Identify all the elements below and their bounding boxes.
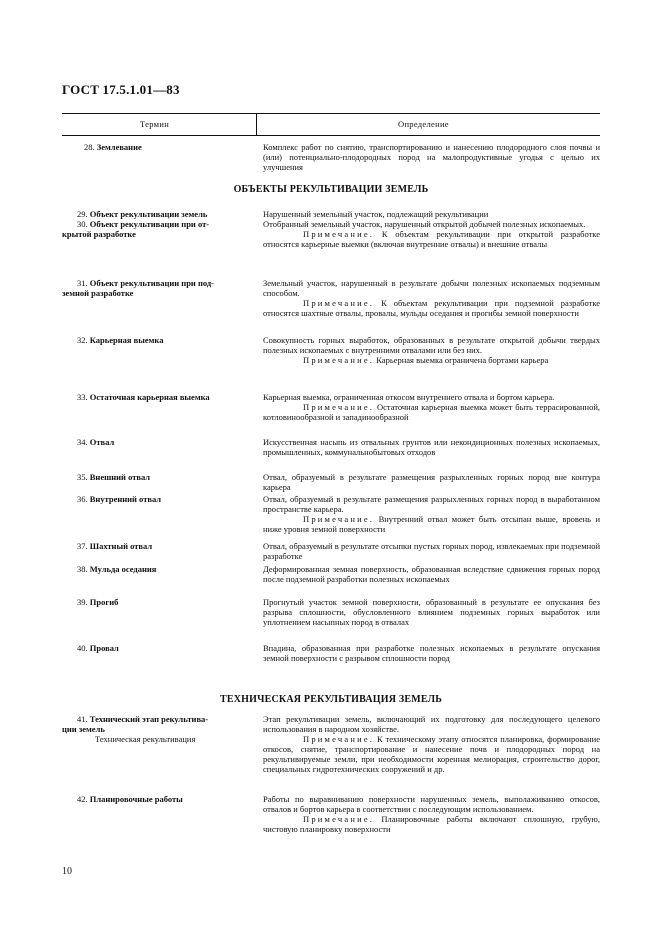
term-29: 29. Объект рекультивации земель [77, 209, 208, 219]
table-column-divider [256, 113, 257, 135]
column-header-definition: Определение [398, 119, 449, 129]
definition-33: Карьерная выемка, ограниченная откосом внутреннего отвала и бортом карьера. Примечание. Остаточная карьерная выемка может быть террасированной, котловинообразной и западинообразной [263, 392, 601, 422]
definition-42: Работы по выравниванию поверхности нарушенных земель, выполаживанию откосов, отвалов и бортов карьера в соответствии с последующим использованием. Примечание. Планировочные работы включают сплошную, грубую, чистовую планировку поверхности [263, 794, 600, 834]
term-33: 33. Остаточная карьерная выемка [77, 392, 210, 402]
section-heading-technical: ТЕХНИЧЕСКАЯ РЕКУЛЬТИВАЦИЯ ЗЕМЕЛЬ [219, 694, 443, 705]
page-number: 10 [62, 866, 72, 877]
definition-30: Отобранный земельный участок, нарушенный открытой добычей полезных ископаемых. Примечание. К объектам рекультивации при открытой разработке относятся карьерные выемки (включая внутренние отвалы) и внешние отвалы [263, 219, 600, 249]
term-41: 41. Технический этап рекультива- ции земель Техническая рекультивация [62, 714, 252, 744]
term-35: 35. Внешний отвал [77, 472, 151, 482]
definition-36: Отвал, образуемый в результате размещения разрыхленных горных пород в выработанном пространстве карьера. Примечание. Внутренний отвал может быть отсыпан выше, вровень и ниже уровня земной поверхности [263, 494, 601, 534]
definition-32: Совокупность горных выработок, образованных в результате открытой добычи твердых полезных ископаемых с внутренними отвалами или без них. Примечание. Карьерная выемка ограничена бортами карьера [263, 335, 600, 365]
term-38: 38. Мульда оседания [77, 564, 157, 574]
term-36: 36. Внутренний отвал [77, 494, 162, 504]
term-34: 34. Отвал [77, 437, 115, 447]
definition-29: Нарушенный земельный участок, подлежащий рекультивации [263, 209, 489, 219]
term-32: 32. Карьерная выемка [77, 335, 164, 345]
term-31: 31. Объект рекультивации при под- земной разработке [62, 278, 214, 298]
term-28: 28. Землевание [84, 142, 142, 152]
definition-28: Комплекс работ по снятию, транспортированию и нанесению плодородного слоя почвы и (или) потенциально-плодородных пород на малопродуктивные угодья с целью их улучшения [263, 142, 600, 172]
section-heading-objects: ОБЪЕКТЫ РЕКУЛЬТИВАЦИИ ЗЕМЕЛЬ [233, 184, 429, 195]
definition-41: Этап рекультивации земель, включающий их подготовку для последующего целевого использования в народном хозяйстве. Примечание. К техническому этапу относятся планировка, формирование откосов, снятие, транспортирование и нанесение почв и плодородных пород на рекультивируемые земли, при необходимости коренная мелиорация, строительство дорог, специальных гидротехнических сооружений и др. [263, 714, 600, 774]
table-top-rule [62, 113, 600, 114]
definition-38: Деформированная земная поверхность, образованная вследствие сдвижения горных пород после подземной разработки полезных ископаемых [263, 564, 600, 584]
definition-40: Впадина, образованная при разработке полезных ископаемых в результате опускания земной поверхности с разрывом сплошности пород [263, 643, 600, 663]
term-41-synonym: Техническая рекультивация [95, 734, 196, 744]
term-42: 42. Планировочные работы [77, 794, 183, 804]
term-39: 39. Прогиб [77, 597, 119, 607]
term-37: 37. Шахтный отвал [77, 541, 153, 551]
definition-35: Отвал, образуемый в результате размещения разрыхленных горных пород вне контура карьера [263, 472, 600, 492]
table-header-rule [62, 135, 600, 136]
definition-39: Прогнутый участок земной поверхности, образованный в результате ее опускания без разрыва сплошности, обусловленного влиянием подземных горных выработок или уплотнением насыпных пород в отвалах [263, 597, 600, 627]
definition-37: Отвал, образуемый в результате отсыпки пустых горных пород, извлекаемых при подземной разработке [263, 541, 600, 561]
definition-34: Искусственная насыпь из отвальных грунтов или некондиционных полезных ископаемых, промышленных, коммунальнобытовых отходов [263, 437, 600, 457]
column-header-term: Термин [140, 119, 170, 129]
term-30: 30. Объект рекультивации при от- крытой разработке [62, 219, 210, 239]
definition-31: Земельный участок, нарушенный в результате добычи полезных ископаемых подземным способом. Примечание. К объектам рекультивации при подземной разработке относятся шахтные отвалы, провалы, мульды оседания и прогибы земной поверхности [263, 278, 601, 318]
standard-code-header: ГОСТ 17.5.1.01—83 [62, 82, 180, 97]
term-40: 40. Провал [77, 643, 119, 653]
